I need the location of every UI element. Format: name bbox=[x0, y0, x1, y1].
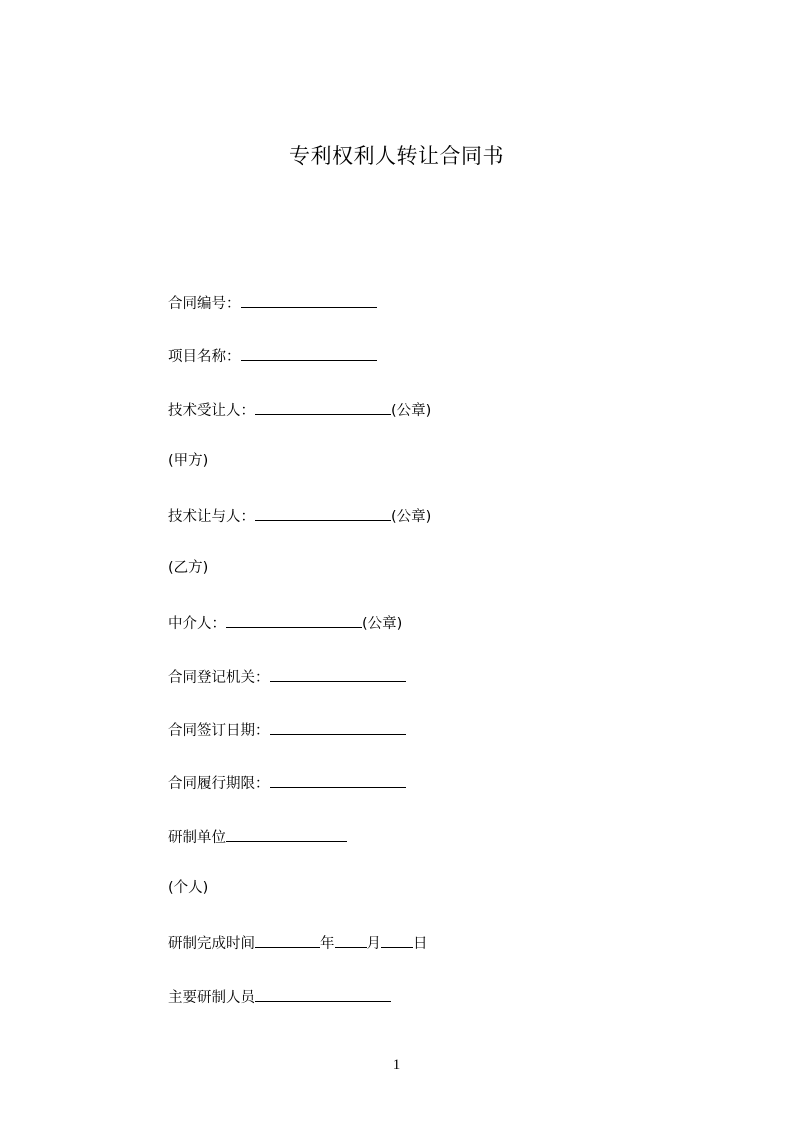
completion-month-blank[interactable] bbox=[335, 931, 367, 948]
field-dev-unit bbox=[168, 825, 347, 848]
transferee-label: 技术受让人： bbox=[168, 403, 255, 419]
performance-period-blank[interactable] bbox=[270, 771, 406, 788]
intermediary-seal-note: (公章) bbox=[362, 616, 403, 632]
transferor-label: 技术让与人： bbox=[168, 509, 255, 525]
transferor-blank[interactable] bbox=[255, 504, 391, 521]
page-number: 1 bbox=[392, 1057, 401, 1073]
field-main-developers bbox=[168, 985, 391, 1008]
field-performance-period bbox=[168, 771, 406, 794]
month-unit: 月 bbox=[366, 936, 381, 952]
field-project-name bbox=[168, 344, 377, 367]
completion-time-label: 研制完成时间 bbox=[168, 936, 255, 952]
contract-no-blank[interactable] bbox=[241, 291, 377, 308]
transferee-seal-note: (公章) bbox=[391, 403, 432, 419]
registration-authority-label: 合同登记机关： bbox=[168, 670, 270, 686]
performance-period-label: 合同履行期限： bbox=[168, 776, 270, 792]
field-transferor bbox=[168, 504, 431, 527]
field-party-b bbox=[168, 558, 208, 578]
day-unit: 日 bbox=[413, 936, 428, 952]
completion-day-blank[interactable] bbox=[381, 931, 413, 948]
dev-unit-blank[interactable] bbox=[226, 825, 347, 842]
field-contract-no bbox=[168, 291, 377, 314]
main-developers-blank[interactable] bbox=[255, 985, 391, 1002]
intermediary-label: 中介人： bbox=[168, 616, 226, 632]
field-completion-time bbox=[168, 931, 428, 954]
project-name-label: 项目名称： bbox=[168, 349, 241, 365]
registration-authority-blank[interactable] bbox=[270, 665, 406, 682]
party-b-label: (乙方) bbox=[168, 560, 209, 576]
main-developers-label: 主要研制人员 bbox=[168, 990, 255, 1006]
dev-unit-label: 研制单位 bbox=[168, 830, 226, 846]
field-individual bbox=[168, 878, 208, 898]
year-unit: 年 bbox=[320, 936, 335, 952]
field-transferee bbox=[168, 398, 431, 421]
contract-no-label: 合同编号： bbox=[168, 296, 241, 312]
completion-year-blank[interactable] bbox=[255, 931, 320, 948]
document-title: 专利权利人转让合同书 bbox=[289, 144, 504, 168]
intermediary-blank[interactable] bbox=[226, 611, 362, 628]
field-registration-authority bbox=[168, 665, 406, 688]
signing-date-label: 合同签订日期： bbox=[168, 723, 270, 739]
field-party-a bbox=[168, 451, 208, 471]
party-a-label: (甲方) bbox=[168, 453, 209, 469]
transferor-seal-note: (公章) bbox=[391, 509, 432, 525]
signing-date-blank[interactable] bbox=[270, 718, 406, 735]
individual-label: (个人) bbox=[168, 880, 209, 896]
field-signing-date bbox=[168, 718, 406, 741]
transferee-blank[interactable] bbox=[255, 398, 391, 415]
field-intermediary bbox=[168, 611, 402, 634]
project-name-blank[interactable] bbox=[241, 344, 377, 361]
